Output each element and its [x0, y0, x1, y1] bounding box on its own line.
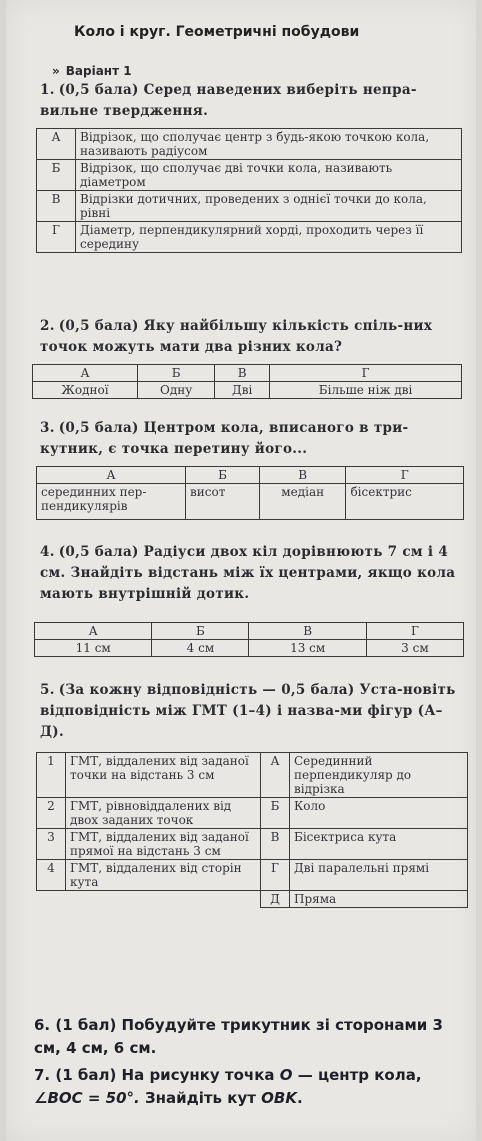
figure-letter: Б [261, 798, 290, 829]
option-text: Діаметр, перпендикулярний хорді, проходить через її середину [76, 222, 462, 253]
question-text: (0,5 бала) Центром кола, вписаного в три-кутник, є точка перетину його... [40, 420, 409, 457]
q4-answers-table [34, 622, 464, 657]
row-number: 4 [37, 860, 66, 891]
question-text: (0,5 бала) Яку найбільшу кількість спіль-них точок можуть мати два різних кола? [40, 318, 433, 355]
double-arrow-icon: » [52, 64, 60, 78]
figure-name: Пряма [290, 891, 468, 908]
figure-name: Серединний перпендикуляр до відрізка [290, 753, 468, 798]
question-text: — центр кола, [292, 1066, 422, 1084]
answer-letter: Б [152, 623, 249, 640]
locus-description: ГМТ, віддалених від сторін кута [66, 860, 261, 891]
answer-value: висот [186, 484, 260, 520]
figure-name: Бісектриса кута [290, 829, 468, 860]
target-angle-label: OBK [261, 1089, 297, 1107]
question-7 [34, 1064, 474, 1110]
question-number: 4. [40, 544, 55, 560]
answer-value: 13 см [249, 640, 366, 657]
answer-letter: Б [138, 365, 215, 382]
answer-letter: Г [366, 623, 463, 640]
question-number: 5. [40, 682, 55, 698]
figure-name: Дві паралельні прямі [290, 860, 468, 891]
table-row [35, 623, 464, 640]
answer-letter: Г [346, 467, 464, 484]
question-text: (1 бал) На рисунку точка [55, 1066, 280, 1084]
answer-value: 4 см [152, 640, 249, 657]
option-letter: А [37, 129, 76, 160]
table-row [37, 753, 468, 798]
q5-matching-table [36, 752, 468, 908]
answer-letter: Г [270, 365, 462, 382]
question-number: 2. [40, 318, 55, 334]
answer-letter: В [249, 623, 366, 640]
answer-value: 3 см [366, 640, 463, 657]
option-letter: Г [37, 222, 76, 253]
option-text: Відрізки дотичних, проведених з однієї точки до кола, рівні [76, 191, 462, 222]
answer-value: бісектрис [346, 484, 464, 520]
answer-value: Більше ніж дві [270, 382, 462, 399]
variant-heading [52, 64, 132, 78]
question-2 [40, 316, 460, 358]
q2-answers-table [32, 364, 462, 399]
row-number: 2 [37, 798, 66, 829]
locus-description [66, 891, 261, 908]
table-row [33, 365, 462, 382]
answer-value: Жодної [33, 382, 138, 399]
answer-letter: Б [186, 467, 260, 484]
answer-value: Одну [138, 382, 215, 399]
option-text: Відрізок, що сполучає центр з будь-якою точкою кола, називають радіусом [76, 129, 462, 160]
locus-description: ГМТ, віддалених від заданої точки на відстань 3 см [66, 753, 261, 798]
answer-value: Дві [215, 382, 270, 399]
question-number: 1. [40, 82, 55, 98]
figure-name: Коло [290, 798, 468, 829]
table-row [37, 467, 464, 484]
variant-label: Варіант 1 [65, 64, 132, 78]
figure-letter: Д [261, 891, 290, 908]
center-point-label: O [279, 1066, 293, 1084]
table-row [37, 222, 462, 253]
table-row [37, 829, 468, 860]
question-5 [40, 680, 460, 743]
answer-value: серединних пер-пендикулярів [37, 484, 186, 520]
table-row [37, 191, 462, 222]
answer-letter: А [35, 623, 152, 640]
worksheet-page [6, 0, 476, 1141]
question-number: 7. [34, 1066, 51, 1084]
question-text: . [296, 1089, 303, 1107]
answer-letter: А [37, 467, 186, 484]
option-letter: В [37, 191, 76, 222]
question-text: Знайдіть кут [139, 1089, 262, 1107]
locus-description: ГМТ, віддалених від заданої прямої на відстань 3 см [66, 829, 261, 860]
figure-letter: В [261, 829, 290, 860]
table-row [37, 860, 468, 891]
locus-description: ГМТ, рівновіддалених від двох заданих точок [66, 798, 261, 829]
q3-answers-table [36, 466, 464, 520]
row-number: 3 [37, 829, 66, 860]
question-number: 3. [40, 420, 55, 436]
table-row [35, 640, 464, 657]
row-number [37, 891, 66, 908]
question-1 [40, 80, 460, 122]
option-letter: Б [37, 160, 76, 191]
angle-expression: ∠BOC = 50°. [34, 1089, 140, 1107]
answer-letter: В [215, 365, 270, 382]
answer-letter: В [259, 467, 345, 484]
page-title: Коло і круг. Геометричні побудови [74, 24, 360, 40]
question-4 [40, 542, 460, 605]
answer-value: медіан [259, 484, 345, 520]
option-text: Відрізок, що сполучає дві точки кола, називають діаметром [76, 160, 462, 191]
question-text: (0,5 бала) Серед наведених виберіть непра-вильне твердження. [40, 82, 417, 119]
question-text: (За кожну відповідність — 0,5 бала) Уста-новіть відповідність між ГМТ (1–4) і назва-ми фігур (А–Д). [40, 682, 456, 740]
table-row [37, 484, 464, 520]
answer-letter: А [33, 365, 138, 382]
table-row [37, 129, 462, 160]
question-6 [34, 1014, 474, 1060]
table-row [37, 891, 468, 908]
question-text: (0,5 бала) Радіуси двох кіл дорівнюють 7 см і 4 см. Знайдіть відстань між їх центрами, якщо кола мають внутрішній дотик. [40, 544, 456, 602]
question-3 [40, 418, 460, 460]
figure-letter: А [261, 753, 290, 798]
row-number: 1 [37, 753, 66, 798]
table-row [37, 798, 468, 829]
question-number: 6. [34, 1016, 51, 1034]
table-row [33, 382, 462, 399]
table-row [37, 160, 462, 191]
question-text: (1 бал) Побудуйте трикутник зі сторонами 3 см, 4 см, 6 см. [34, 1016, 443, 1057]
figure-letter: Г [261, 860, 290, 891]
q1-options-table [36, 128, 462, 253]
answer-value: 11 см [35, 640, 152, 657]
